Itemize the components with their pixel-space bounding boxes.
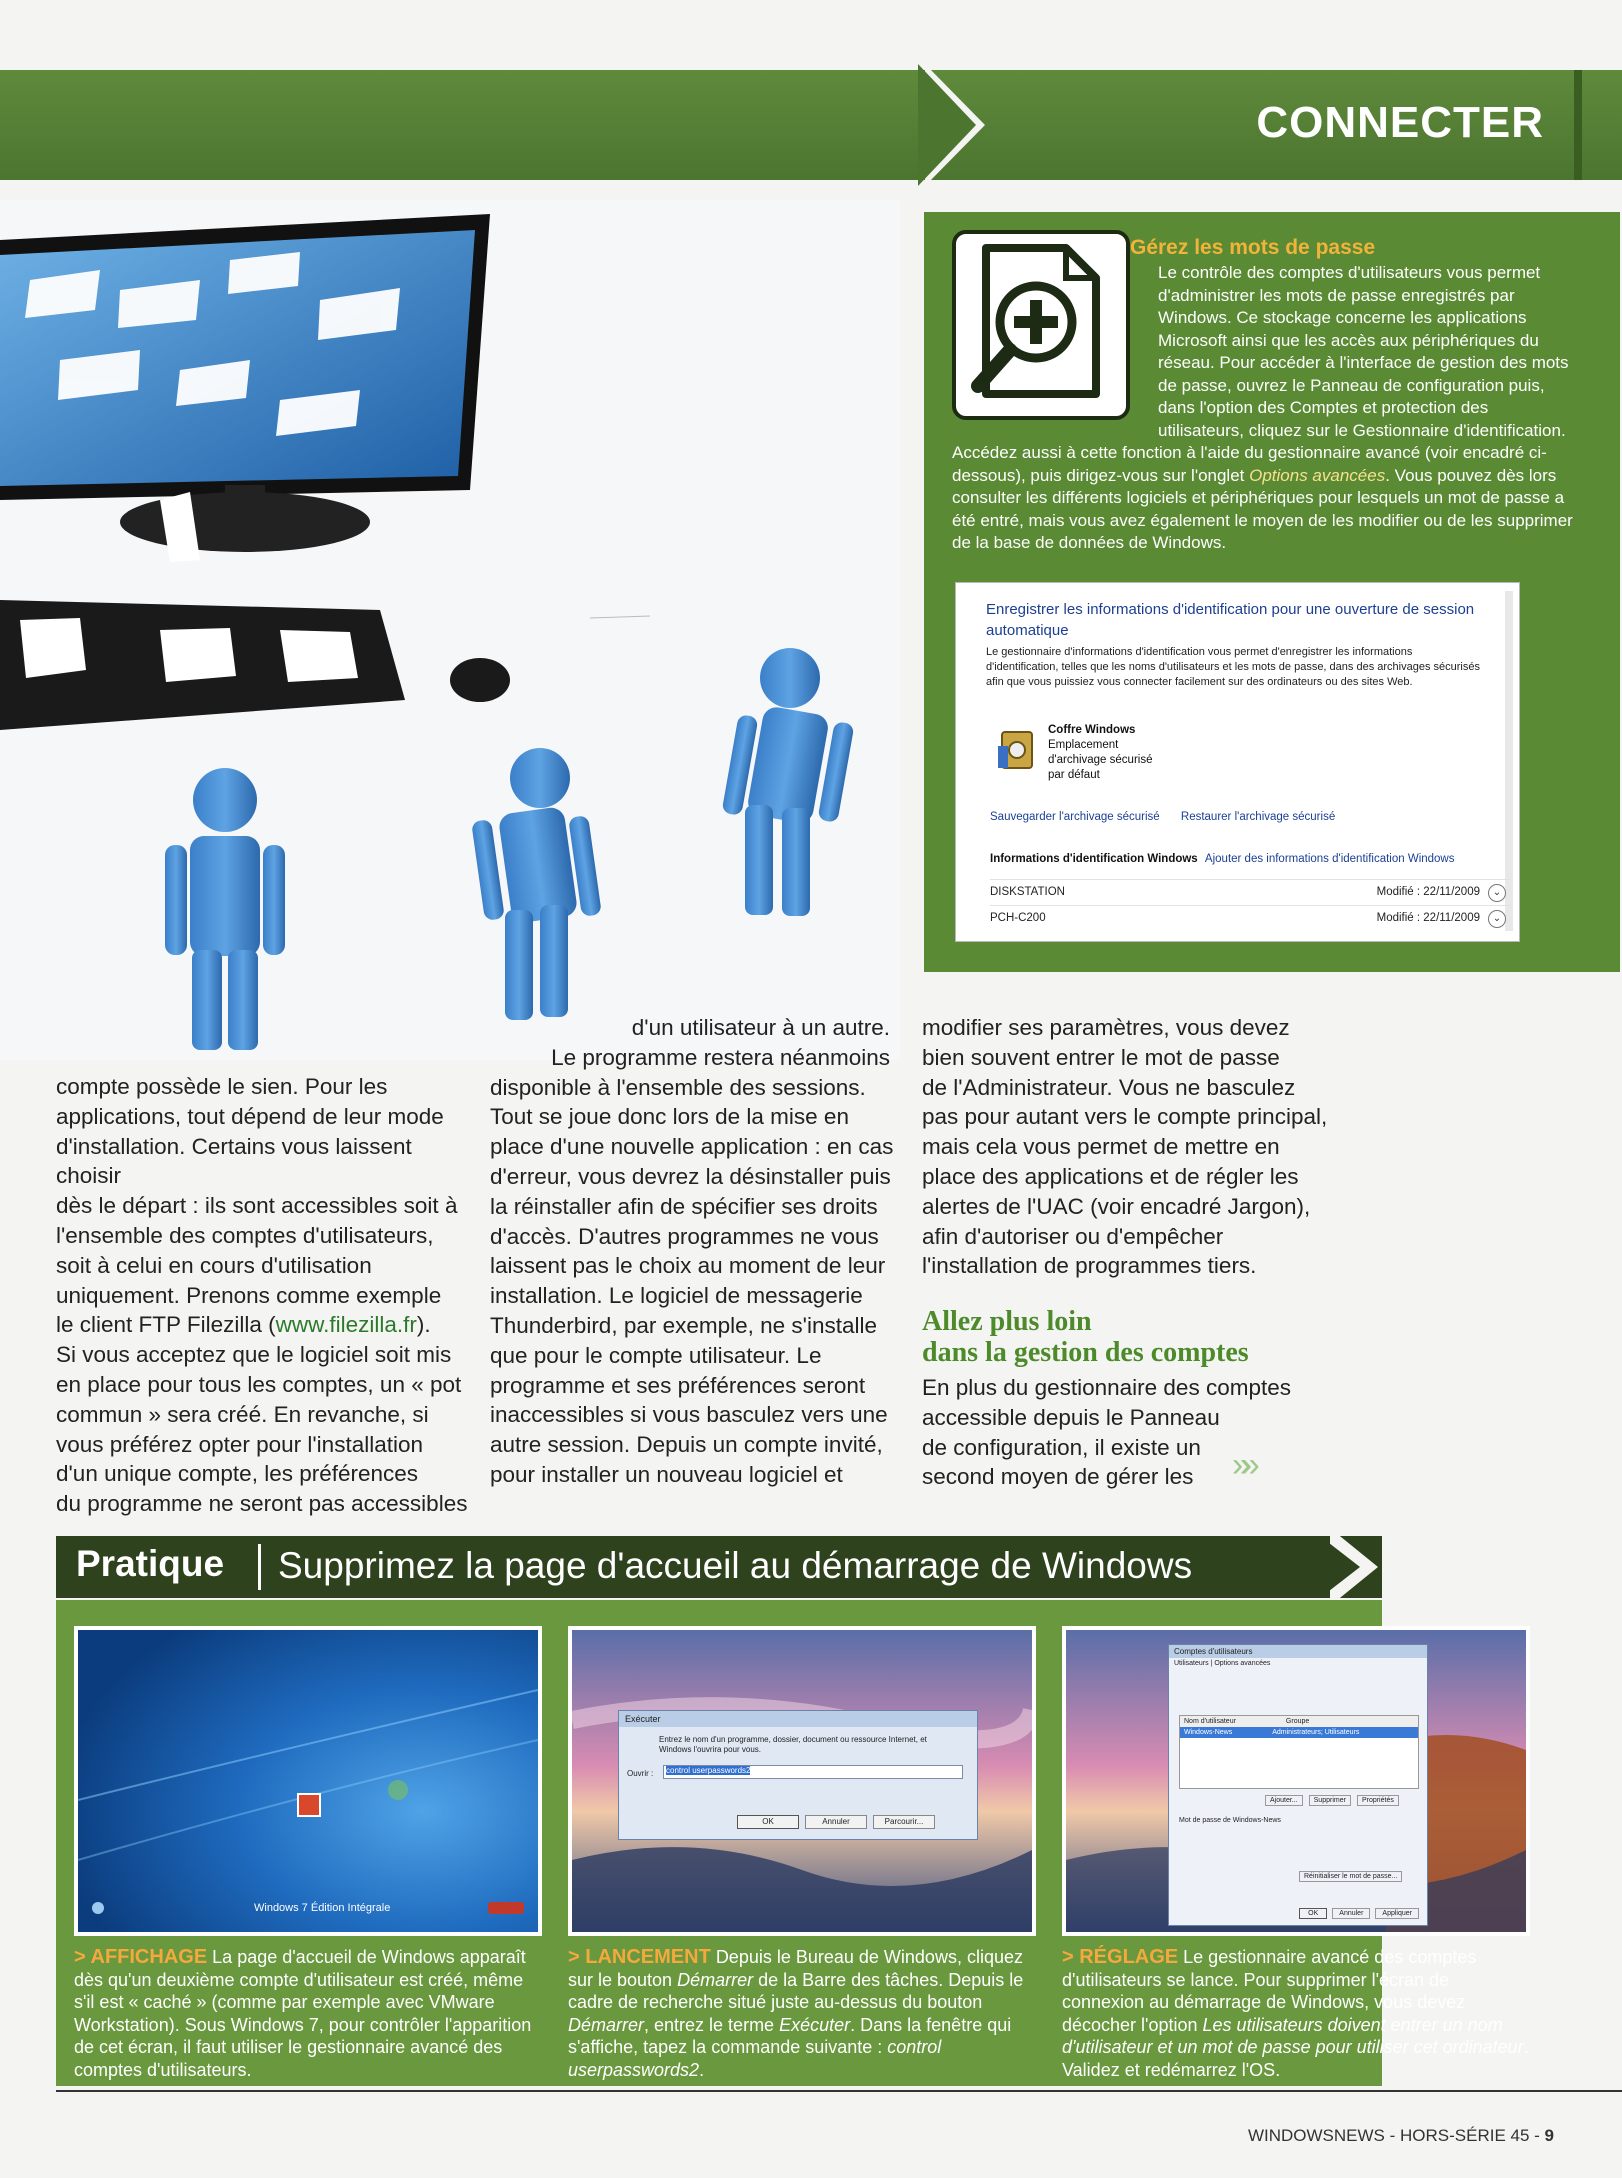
open-label: Ouvrir : <box>627 1769 654 1778</box>
run-command-input[interactable] <box>663 1765 963 1779</box>
credential-section <box>990 853 1510 865</box>
windows-login-screen <box>78 1630 538 1932</box>
credential-section-title: Informations d'identification Windows <box>990 853 1198 865</box>
password-section: Mot de passe de Windows-News <box>1179 1817 1281 1824</box>
step-label: > RÉGLAGE <box>1062 1946 1179 1968</box>
text-line: Le programme restera néanmoins <box>551 1044 890 1070</box>
vault-label <box>1048 723 1152 783</box>
step-body-em: control userpasswords2 <box>568 2037 942 2080</box>
window-heading: Enregistrer les informations d'identification pour une ouverture de session automatique <box>986 601 1475 639</box>
text-line: afin d'autoriser ou d'empêcher <box>922 1223 1224 1249</box>
step-body-em: Exécuter <box>779 2014 851 2035</box>
sidebox-line: réseau. Pour accéder à l'interface de gestion des mots <box>1158 353 1569 372</box>
text-line: dès le départ : ils sont accessibles soit à <box>56 1193 458 1219</box>
text-line: que pour le compte utilisateur. Le <box>490 1342 822 1368</box>
step-label: > LANCEMENT <box>568 1946 711 1968</box>
vault-title[interactable]: Coffre Windows <box>1048 724 1136 736</box>
credential-modified: Modifié : 22/11/2009 <box>1376 912 1480 924</box>
text-line: autre session. Depuis un compte invité, <box>490 1432 883 1458</box>
windows-edition-caption: Windows 7 Édition Intégrale <box>254 1902 391 1914</box>
text-line: compte possède le sien. Pour les <box>56 1074 388 1099</box>
text-line: l'ensemble des comptes d'utilisateurs, <box>56 1222 434 1248</box>
subheading-line: dans la gestion des comptes <box>922 1337 1249 1368</box>
filezilla-link[interactable]: www.filezilla.fr <box>275 1312 417 1338</box>
sidebox-line: Windows. Ce stockage concerne les applications <box>1158 308 1527 327</box>
subheading <box>922 1306 1249 1368</box>
credential-manager-screenshot <box>955 582 1520 942</box>
step-lancement <box>568 1946 1036 2081</box>
pratique-separator <box>258 1544 261 1590</box>
text-line: d'installation. Certains vous laissent choisir <box>56 1133 412 1189</box>
pratique-title: Supprimez la page d'accueil au démarrage de Windows <box>278 1545 1193 1586</box>
step-body-em: Démarrer <box>677 1969 754 1990</box>
cancel-button[interactable]: Annuler <box>1332 1908 1370 1919</box>
sidebox-rest-b: . Vous pouvez dès lors consulter les différents logiciels et périphériques pour lesquels un mot de passe a été entré, mais vous avez également le moyen de les modifier ou de les supprimer de la base de données de Windows. <box>952 465 1573 552</box>
browse-button[interactable]: Parcourir... <box>873 1815 935 1829</box>
text-line <box>56 1310 476 1340</box>
footer-rule <box>56 2090 1622 2092</box>
sidebox-line: utilisateurs, cliquez sur le Gestionnaire d'identification. <box>1158 420 1566 440</box>
step-body: . <box>699 2059 705 2080</box>
text-line: place d'une nouvelle application : en cas <box>490 1134 894 1160</box>
remove-user-button[interactable]: Supprimer <box>1309 1795 1351 1806</box>
text-line: Tout se joue donc lors de la mise en <box>490 1104 849 1130</box>
step-body: , entrez le terme <box>644 2014 780 2035</box>
text-line: du programme ne seront pas accessibles <box>56 1491 468 1517</box>
window-description: Le gestionnaire d'informations d'identification vous permet d'enregistrer les informations d'identification, telles que les noms d'utilisateurs et les mots de passe, dans des archivages sécurisés afin que vous puissiez vous connecter facilement sur des ordinateurs ou des sites Web. <box>986 646 1480 688</box>
text-line: inaccessibles si vous basculez vers une <box>490 1402 888 1428</box>
text-line: second moyen de gérer les <box>922 1464 1194 1490</box>
credential-row[interactable] <box>990 879 1510 905</box>
reset-password-button[interactable]: Réinitialiser le mot de passe... <box>1299 1871 1402 1882</box>
pratique-label: Pratique <box>76 1543 225 1584</box>
user-row[interactable] <box>1180 1727 1418 1738</box>
vault-links <box>990 811 1353 823</box>
user-list-header <box>1180 1716 1418 1727</box>
text-line: Thunderbird, par exemple, ne s'installe <box>490 1312 878 1338</box>
add-user-button[interactable]: Ajouter... <box>1265 1795 1303 1806</box>
restore-vault-link[interactable]: Restaurer l'archivage sécurisé <box>1180 811 1336 823</box>
sidebox-line: dans l'option des Comptes et protection des <box>1158 398 1489 417</box>
credential-modified: Modifié : 22/11/2009 <box>1376 886 1480 898</box>
hero-illustration <box>0 200 900 1060</box>
step-body: La page d'accueil de Windows apparaît dès qu'un deuxième compte d'utilisateur est créé, même s'il est « caché » (comme par exemple avec VMware Workstation). Sous Windows 7, pour contrôler l'apparition de cet écran, il faut utiliser le gestionnaire avancé des comptes d'utilisateurs. <box>74 1947 532 2080</box>
sidebox-rest-em: Options avancées <box>1249 465 1386 485</box>
body-column-2 <box>490 1013 900 1490</box>
text-line: vous préférez opter pour l'installation <box>56 1431 423 1457</box>
subheading-line: Allez plus loin <box>922 1306 1092 1337</box>
user-buttons <box>1265 1795 1399 1806</box>
credential-name: PCH-C200 <box>990 912 1046 924</box>
user-accounts-dialog <box>1168 1644 1428 1926</box>
step-body-em: Démarrer <box>568 2014 645 2035</box>
sidebox-line: d'administrer les mots de passe enregistrés par <box>1158 285 1515 305</box>
text-line: alertes de l'UAC (voir encadré Jargon), <box>922 1193 1311 1219</box>
text-line: la réinstaller afin de spécifier ses droits <box>490 1193 878 1219</box>
step-affichage <box>74 1946 542 2081</box>
column-name: Nom d'utilisateur <box>1184 1718 1236 1725</box>
text-line: bien souvent entrer le mot de passe <box>922 1044 1280 1070</box>
body-column-4 <box>922 1373 1342 1492</box>
text-line: soit à celui en cours d'utilisation <box>56 1252 372 1278</box>
screenshot-run-dialog <box>568 1626 1036 1936</box>
step-body: Depuis le Bureau de Windows, cliquez sur le bouton <box>568 1947 1023 1990</box>
dialog-title: Comptes d'utilisateurs <box>1169 1645 1427 1658</box>
text-line: programme et ses préférences seront <box>490 1372 866 1398</box>
text-line: mais cela vous permet de mettre en <box>922 1134 1280 1160</box>
run-dialog <box>618 1710 978 1840</box>
page-footer <box>1248 2126 1554 2146</box>
vault-line: Emplacement <box>1048 739 1119 751</box>
text-line: place des applications et de régler les <box>922 1163 1299 1189</box>
text-line: laissent pas le choix au moment de leur <box>490 1253 886 1279</box>
chevron-down-icon[interactable]: ⌄ <box>1488 884 1506 902</box>
text-line: de configuration, il existe un <box>922 1434 1201 1460</box>
chevron-down-icon[interactable]: ⌄ <box>1488 910 1506 928</box>
user-list <box>1179 1715 1419 1789</box>
dialog-buttons <box>1299 1908 1419 1919</box>
text-line: applications, tout dépend de leur mode <box>56 1103 444 1129</box>
pratique-arrow-tip <box>1320 1536 1360 1598</box>
steps-panel <box>56 1600 1529 2086</box>
vault-line: par défaut <box>1048 769 1100 781</box>
text-line: de l'Administrateur. Vous ne basculez <box>922 1074 1296 1100</box>
text-line: l'installation de programmes tiers. <box>922 1253 1257 1279</box>
step-body-em: Les utilisateurs doivent entrer un nom d'utilisateur et un mot de passe pour utiliser cet ordinateur <box>1062 2014 1524 2057</box>
vault-icon <box>996 728 1036 772</box>
sidebox-rest-a: Accédez aussi à cette fonction à l'aide du gestionnaire avancé (voir encadré ci-dessous), puis dirigez-vous sur l'onglet <box>952 443 1547 485</box>
cancel-button[interactable]: Annuler <box>805 1815 867 1829</box>
text-line: d'accès. D'autres programmes ne vous <box>490 1223 879 1249</box>
ok-button[interactable]: OK <box>737 1815 799 1829</box>
text-line: pour installer un nouveau logiciel et <box>490 1461 843 1487</box>
sidebox-rest <box>952 442 1584 555</box>
password-sidebar <box>924 212 1620 972</box>
step-body: . Validez et redémarrez l'OS. <box>1062 2037 1529 2080</box>
dialog-title: Exécuter <box>619 1711 977 1727</box>
text-line: Si vous acceptez que le logiciel soit mis <box>56 1342 452 1368</box>
tab-advanced[interactable]: Options avancées <box>1214 1660 1271 1667</box>
step-reglage <box>1062 1946 1530 2081</box>
user-name: Windows-News <box>1184 1729 1233 1736</box>
section-title: CONNECTER <box>1256 98 1544 147</box>
credential-name: DISKSTATION <box>990 886 1065 898</box>
text-line: disponible à l'ensemble des sessions. <box>490 1074 866 1100</box>
text-line: En plus du gestionnaire des comptes <box>922 1375 1291 1400</box>
text-line: en place pour tous les comptes, un « pot <box>56 1371 462 1397</box>
command-value: control userpasswords2 <box>666 1766 751 1775</box>
text-line: pas pour autant vers le compte principal, <box>922 1104 1328 1130</box>
text-line: accessible depuis le Panneau <box>922 1404 1220 1430</box>
vault-line: d'archivage sécurisé <box>1048 754 1153 766</box>
step-label: > AFFICHAGE <box>74 1946 208 1968</box>
dialog-prompt: Entrez le nom d'un programme, dossier, document ou ressource Internet, et Windows l'ouvrira pour vous. <box>659 1735 927 1754</box>
sidebox-line: Microsoft ainsi que les accès aux périphériques du <box>1158 330 1539 350</box>
body-column-1 <box>56 1072 476 1519</box>
magazine-name: WINDOWSNEWS - HORS-SÉRIE 45 - <box>1247 2126 1545 2145</box>
sidebox-line: Le contrôle des comptes d'utilisateurs vous permet <box>1158 263 1541 282</box>
sidebox-line: de passe, ouvrez le Panneau de configuration puis, <box>1158 375 1545 395</box>
step-body: . Dans la fenêtre qui s'affiche, tapez la commande suivante : <box>568 2014 1012 2057</box>
sidebox-title: Gérez les mots de passe <box>1130 236 1376 259</box>
text-line: installation. Le logiciel de messagerie <box>490 1283 863 1309</box>
apply-button[interactable]: Appliquer <box>1375 1908 1419 1919</box>
step-body: de la Barre des tâches. Depuis le cadre de recherche situé juste au-dessus du bouton <box>568 1969 1024 2012</box>
text-line: modifier ses paramètres, vous devez <box>922 1015 1290 1040</box>
properties-button[interactable]: Propriétés <box>1357 1795 1399 1806</box>
banner-edge <box>1574 70 1582 180</box>
text-fragment: ). <box>416 1312 431 1338</box>
dialog-tabs: Utilisateurs | Options avancées <box>1174 1660 1271 1667</box>
text-line: d'erreur, vous devrez la désinstaller puis <box>490 1163 891 1189</box>
screenshot-user-accounts <box>1062 1626 1530 1936</box>
text-line: uniquement. Prenons comme exemple <box>56 1282 442 1308</box>
save-vault-link[interactable]: Sauvegarder l'archivage sécurisé <box>990 811 1160 823</box>
text-line: commun » sera créé. En revanche, si <box>56 1401 429 1427</box>
text-line: d'un unique compte, les préférences <box>56 1461 419 1487</box>
sidebox-text <box>952 262 1584 555</box>
continue-arrows-icon: »» <box>1232 1446 1250 1484</box>
step-body: Le gestionnaire avancé des comptes d'utilisateurs se lance. Pour supprimer l'écran de connexion au démarrage de Windows, vous devez décocher l'option <box>1062 1947 1477 2035</box>
user-group: Administrateurs; Utilisateurs <box>1272 1729 1360 1736</box>
column-group: Groupe <box>1285 1718 1310 1725</box>
ok-button[interactable]: OK <box>1299 1908 1327 1919</box>
body-column-3 <box>922 1013 1342 1281</box>
text-fragment: le client FTP Filezilla ( <box>56 1312 276 1338</box>
banner-arrow-tip <box>918 64 976 186</box>
credential-row[interactable] <box>990 905 1510 931</box>
text-line: d'un utilisateur à un autre. <box>631 1015 890 1040</box>
page-number: 9 <box>1544 2126 1554 2145</box>
add-credential-link[interactable]: Ajouter des informations d'identification Windows <box>1204 853 1455 865</box>
tab-users[interactable]: Utilisateurs <box>1174 1660 1209 1667</box>
screenshot-welcome <box>74 1626 542 1936</box>
